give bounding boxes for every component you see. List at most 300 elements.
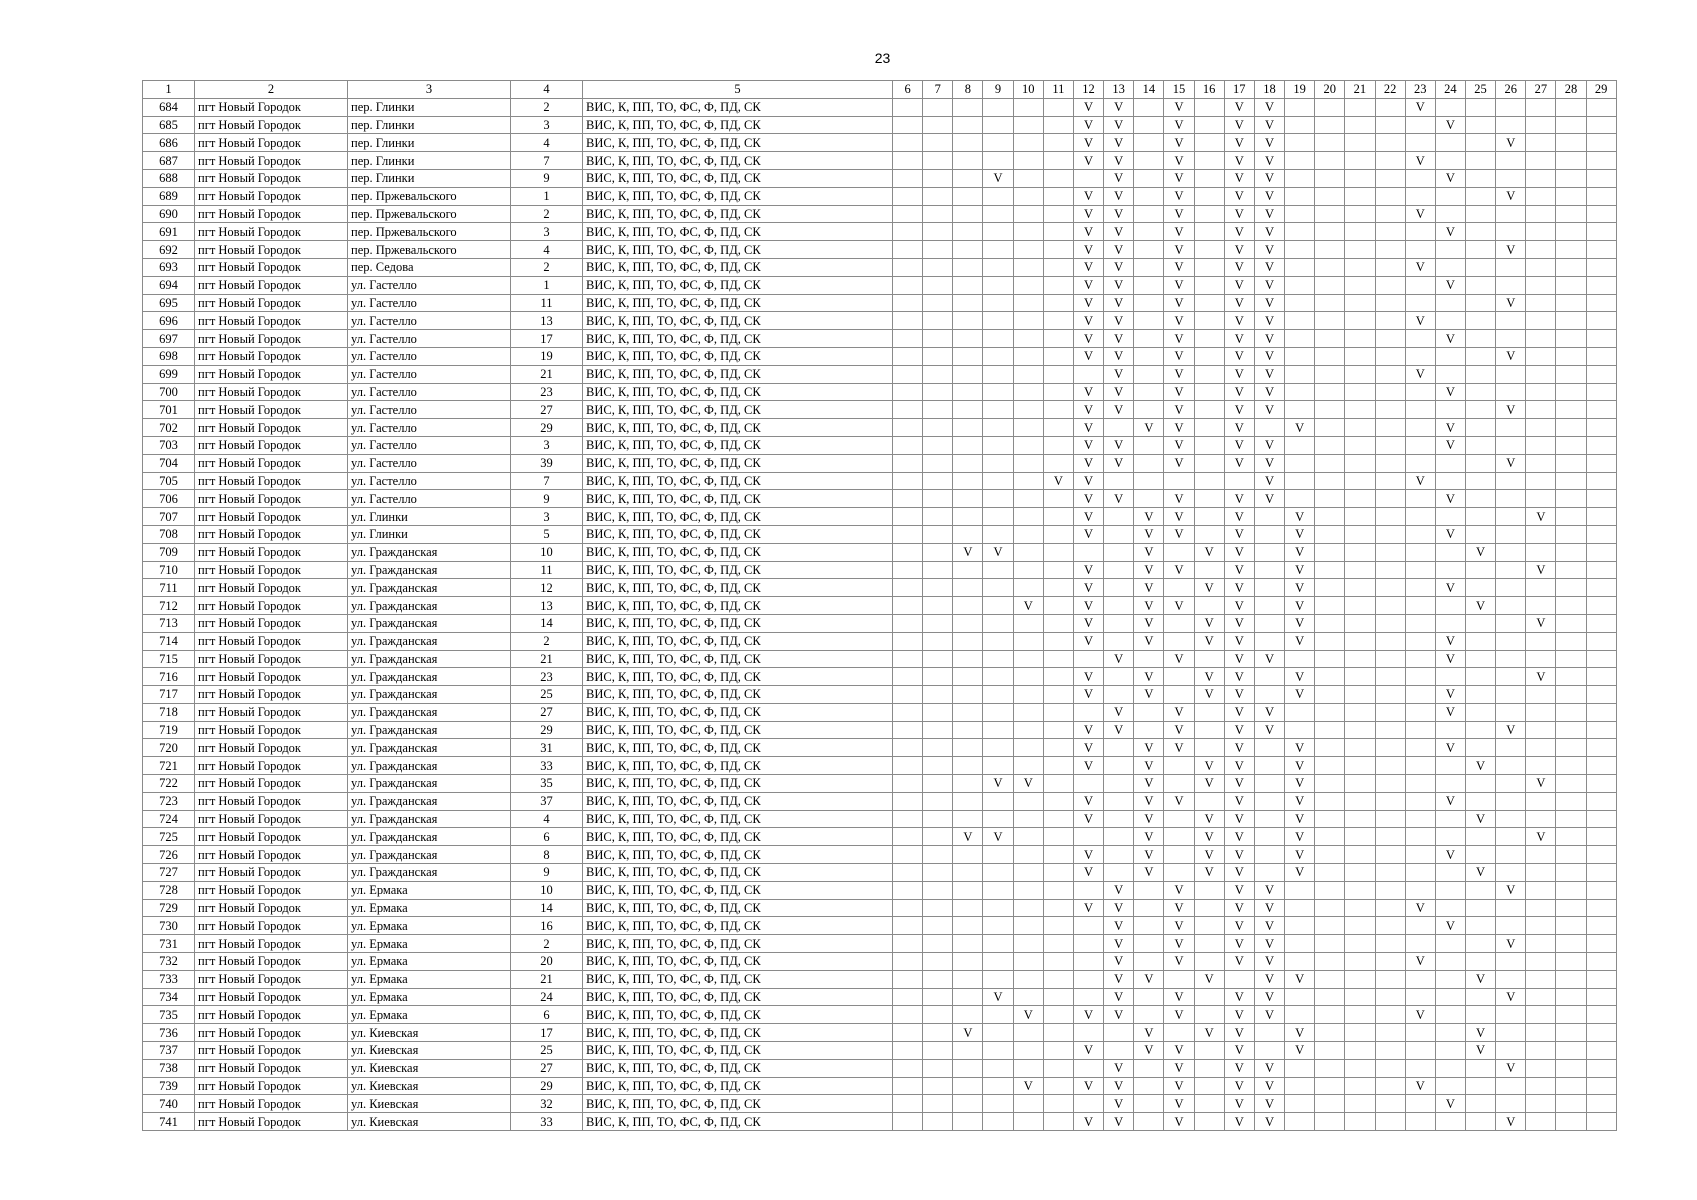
empty-cell bbox=[1194, 454, 1224, 472]
empty-cell bbox=[983, 134, 1013, 152]
empty-cell bbox=[1465, 828, 1495, 846]
empty-cell bbox=[1526, 169, 1556, 187]
empty-cell bbox=[1526, 365, 1556, 383]
settlement-cell: пгт Новый Городок bbox=[195, 490, 348, 508]
empty-cell bbox=[1496, 597, 1526, 615]
table-row bbox=[143, 721, 1617, 739]
empty-cell bbox=[1134, 187, 1164, 205]
empty-cell bbox=[1013, 668, 1043, 686]
empty-cell bbox=[1405, 383, 1435, 401]
empty-cell bbox=[1104, 1042, 1134, 1060]
empty-cell bbox=[923, 490, 953, 508]
empty-cell bbox=[1405, 579, 1435, 597]
row-number: 711 bbox=[143, 579, 195, 597]
mark-cell: V bbox=[1164, 703, 1194, 721]
mark-cell: V bbox=[1285, 864, 1315, 882]
empty-cell bbox=[1285, 1113, 1315, 1131]
mark-cell: V bbox=[1224, 1077, 1254, 1095]
mark-cell: V bbox=[1194, 579, 1224, 597]
empty-cell bbox=[1315, 686, 1345, 704]
mark-cell: V bbox=[1104, 454, 1134, 472]
empty-cell bbox=[1526, 757, 1556, 775]
empty-cell bbox=[1315, 98, 1345, 116]
mark-cell: V bbox=[1104, 899, 1134, 917]
empty-cell bbox=[1496, 686, 1526, 704]
mark-cell: V bbox=[1254, 1059, 1284, 1077]
empty-cell bbox=[953, 970, 983, 988]
street-cell: ул. Гастелло bbox=[348, 365, 511, 383]
mark-cell: V bbox=[1254, 401, 1284, 419]
empty-cell bbox=[1043, 543, 1073, 561]
street-cell: ул. Киевская bbox=[348, 1077, 511, 1095]
empty-cell bbox=[1586, 668, 1616, 686]
row-number: 685 bbox=[143, 116, 195, 134]
mark-cell: V bbox=[1224, 169, 1254, 187]
types-cell: ВИС, К, ПП, ТО, ФС, Ф, ПД, СК bbox=[583, 561, 893, 579]
street-cell: ул. Гражданская bbox=[348, 810, 511, 828]
table-row bbox=[143, 347, 1617, 365]
row-number: 730 bbox=[143, 917, 195, 935]
column-header-17: 17 bbox=[1224, 81, 1254, 99]
empty-cell bbox=[1465, 703, 1495, 721]
empty-cell bbox=[893, 650, 923, 668]
empty-cell bbox=[1435, 721, 1465, 739]
empty-cell bbox=[1285, 650, 1315, 668]
mark-cell: V bbox=[1435, 1095, 1465, 1113]
house-cell: 5 bbox=[511, 525, 583, 543]
empty-cell bbox=[1526, 525, 1556, 543]
empty-cell bbox=[1465, 1059, 1495, 1077]
street-cell: пер. Седова bbox=[348, 258, 511, 276]
empty-cell bbox=[983, 1059, 1013, 1077]
settlement-cell: пгт Новый Городок bbox=[195, 419, 348, 437]
empty-cell bbox=[1315, 810, 1345, 828]
mark-cell: V bbox=[1285, 757, 1315, 775]
row-number: 726 bbox=[143, 846, 195, 864]
mark-cell: V bbox=[1073, 1077, 1103, 1095]
empty-cell bbox=[893, 757, 923, 775]
empty-cell bbox=[1375, 828, 1405, 846]
empty-cell bbox=[923, 1077, 953, 1095]
empty-cell bbox=[953, 205, 983, 223]
empty-cell bbox=[1405, 419, 1435, 437]
mark-cell: V bbox=[1104, 917, 1134, 935]
empty-cell bbox=[1556, 899, 1586, 917]
house-cell: 25 bbox=[511, 1042, 583, 1060]
mark-cell: V bbox=[1164, 988, 1194, 1006]
mark-cell: V bbox=[1164, 1006, 1194, 1024]
mark-cell: V bbox=[1073, 187, 1103, 205]
empty-cell bbox=[1254, 828, 1284, 846]
row-number: 722 bbox=[143, 775, 195, 793]
empty-cell bbox=[923, 116, 953, 134]
empty-cell bbox=[1315, 169, 1345, 187]
mark-cell: V bbox=[1164, 187, 1194, 205]
empty-cell bbox=[1526, 935, 1556, 953]
mark-cell: V bbox=[1073, 134, 1103, 152]
empty-cell bbox=[1375, 864, 1405, 882]
empty-cell bbox=[1556, 258, 1586, 276]
empty-cell bbox=[1496, 365, 1526, 383]
empty-cell bbox=[1315, 347, 1345, 365]
empty-cell bbox=[1375, 988, 1405, 1006]
empty-cell bbox=[1496, 525, 1526, 543]
empty-cell bbox=[1405, 223, 1435, 241]
empty-cell bbox=[1586, 597, 1616, 615]
empty-cell bbox=[1556, 561, 1586, 579]
empty-cell bbox=[1254, 757, 1284, 775]
mark-cell: V bbox=[1405, 1077, 1435, 1095]
table-row bbox=[143, 187, 1617, 205]
empty-cell bbox=[1013, 490, 1043, 508]
empty-cell bbox=[1375, 98, 1405, 116]
table-row bbox=[143, 1059, 1617, 1077]
mark-cell: V bbox=[1134, 686, 1164, 704]
empty-cell bbox=[893, 1059, 923, 1077]
table-row bbox=[143, 1042, 1617, 1060]
mark-cell: V bbox=[1285, 543, 1315, 561]
house-cell: 27 bbox=[511, 401, 583, 419]
empty-cell bbox=[1104, 508, 1134, 526]
empty-cell bbox=[1435, 757, 1465, 775]
empty-cell bbox=[1043, 970, 1073, 988]
empty-cell bbox=[893, 988, 923, 1006]
settlement-cell: пгт Новый Городок bbox=[195, 543, 348, 561]
empty-cell bbox=[893, 276, 923, 294]
empty-cell bbox=[983, 223, 1013, 241]
mark-cell: V bbox=[1194, 846, 1224, 864]
empty-cell bbox=[1134, 98, 1164, 116]
empty-cell bbox=[1194, 1095, 1224, 1113]
empty-cell bbox=[1586, 436, 1616, 454]
empty-cell bbox=[1375, 241, 1405, 259]
empty-cell bbox=[1254, 632, 1284, 650]
settlement-cell: пгт Новый Городок bbox=[195, 436, 348, 454]
empty-cell bbox=[983, 757, 1013, 775]
empty-cell bbox=[893, 436, 923, 454]
mark-cell: V bbox=[1496, 1113, 1526, 1131]
mark-cell: V bbox=[1285, 561, 1315, 579]
row-number: 696 bbox=[143, 312, 195, 330]
empty-cell bbox=[953, 899, 983, 917]
settlement-cell: пгт Новый Городок bbox=[195, 241, 348, 259]
empty-cell bbox=[1013, 134, 1043, 152]
house-cell: 14 bbox=[511, 899, 583, 917]
empty-cell bbox=[923, 775, 953, 793]
empty-cell bbox=[1405, 828, 1435, 846]
empty-cell bbox=[953, 169, 983, 187]
row-number: 729 bbox=[143, 899, 195, 917]
empty-cell bbox=[1526, 739, 1556, 757]
mark-cell: V bbox=[1073, 792, 1103, 810]
mark-cell: V bbox=[1496, 401, 1526, 419]
settlement-cell: пгт Новый Городок bbox=[195, 116, 348, 134]
empty-cell bbox=[1345, 454, 1375, 472]
empty-cell bbox=[923, 668, 953, 686]
empty-cell bbox=[1465, 775, 1495, 793]
types-cell: ВИС, К, ПП, ТО, ФС, Ф, ПД, СК bbox=[583, 1059, 893, 1077]
table-row bbox=[143, 686, 1617, 704]
mark-cell: V bbox=[1254, 134, 1284, 152]
house-cell: 9 bbox=[511, 169, 583, 187]
street-cell: ул. Гражданская bbox=[348, 846, 511, 864]
mark-cell: V bbox=[1224, 205, 1254, 223]
empty-cell bbox=[1013, 169, 1043, 187]
empty-cell bbox=[1194, 525, 1224, 543]
column-header-23: 23 bbox=[1405, 81, 1435, 99]
empty-cell bbox=[1315, 401, 1345, 419]
empty-cell bbox=[1345, 472, 1375, 490]
empty-cell bbox=[1556, 650, 1586, 668]
empty-cell bbox=[983, 953, 1013, 971]
street-cell: пер. Пржевальского bbox=[348, 241, 511, 259]
empty-cell bbox=[1164, 1024, 1194, 1042]
empty-cell bbox=[1043, 668, 1073, 686]
empty-cell bbox=[953, 1095, 983, 1113]
mark-cell: V bbox=[1285, 970, 1315, 988]
empty-cell bbox=[1496, 98, 1526, 116]
empty-cell bbox=[923, 881, 953, 899]
mark-cell: V bbox=[1164, 330, 1194, 348]
empty-cell bbox=[1435, 828, 1465, 846]
empty-cell bbox=[1465, 614, 1495, 632]
column-header-5: 5 bbox=[583, 81, 893, 99]
mark-cell: V bbox=[1194, 686, 1224, 704]
mark-cell: V bbox=[1435, 739, 1465, 757]
empty-cell bbox=[1134, 454, 1164, 472]
mark-cell: V bbox=[1134, 757, 1164, 775]
empty-cell bbox=[1375, 347, 1405, 365]
empty-cell bbox=[1556, 953, 1586, 971]
empty-cell bbox=[1043, 525, 1073, 543]
row-number: 725 bbox=[143, 828, 195, 846]
empty-cell bbox=[1194, 721, 1224, 739]
house-cell: 8 bbox=[511, 846, 583, 864]
empty-cell bbox=[1435, 508, 1465, 526]
column-header-20: 20 bbox=[1315, 81, 1345, 99]
mark-cell: V bbox=[1224, 721, 1254, 739]
house-cell: 25 bbox=[511, 686, 583, 704]
empty-cell bbox=[923, 597, 953, 615]
empty-cell bbox=[1375, 597, 1405, 615]
empty-cell bbox=[1013, 508, 1043, 526]
mark-cell: V bbox=[1164, 953, 1194, 971]
table-row bbox=[143, 330, 1617, 348]
row-number: 691 bbox=[143, 223, 195, 241]
empty-cell bbox=[1043, 828, 1073, 846]
mark-cell: V bbox=[1073, 614, 1103, 632]
empty-cell bbox=[1345, 935, 1375, 953]
empty-cell bbox=[1315, 828, 1345, 846]
empty-cell bbox=[893, 970, 923, 988]
empty-cell bbox=[1526, 1095, 1556, 1113]
mark-cell: V bbox=[1435, 383, 1465, 401]
empty-cell bbox=[1375, 703, 1405, 721]
street-cell: ул. Гражданская bbox=[348, 757, 511, 775]
mark-cell: V bbox=[1073, 686, 1103, 704]
empty-cell bbox=[1435, 614, 1465, 632]
table-row bbox=[143, 935, 1617, 953]
mark-cell: V bbox=[1285, 419, 1315, 437]
empty-cell bbox=[1526, 543, 1556, 561]
empty-cell bbox=[1073, 828, 1103, 846]
mark-cell: V bbox=[1134, 419, 1164, 437]
empty-cell bbox=[983, 668, 1013, 686]
empty-cell bbox=[1315, 525, 1345, 543]
empty-cell bbox=[893, 953, 923, 971]
empty-cell bbox=[1345, 330, 1375, 348]
mark-cell: V bbox=[1285, 597, 1315, 615]
mark-cell: V bbox=[1073, 454, 1103, 472]
empty-cell bbox=[923, 614, 953, 632]
types-cell: ВИС, К, ПП, ТО, ФС, Ф, ПД, СК bbox=[583, 312, 893, 330]
empty-cell bbox=[1526, 454, 1556, 472]
empty-cell bbox=[1496, 383, 1526, 401]
empty-cell bbox=[1315, 953, 1345, 971]
empty-cell bbox=[953, 864, 983, 882]
empty-cell bbox=[1285, 436, 1315, 454]
empty-cell bbox=[1043, 419, 1073, 437]
empty-cell bbox=[1104, 614, 1134, 632]
empty-cell bbox=[1134, 205, 1164, 223]
mark-cell: V bbox=[1073, 312, 1103, 330]
mark-cell: V bbox=[1073, 490, 1103, 508]
mark-cell: V bbox=[953, 543, 983, 561]
mark-cell: V bbox=[1073, 668, 1103, 686]
mark-cell: V bbox=[1526, 668, 1556, 686]
empty-cell bbox=[983, 241, 1013, 259]
column-header-11: 11 bbox=[1043, 81, 1073, 99]
mark-cell: V bbox=[1224, 347, 1254, 365]
street-cell: ул. Киевская bbox=[348, 1042, 511, 1060]
street-cell: ул. Гражданская bbox=[348, 775, 511, 793]
empty-cell bbox=[1375, 739, 1405, 757]
mark-cell: V bbox=[1254, 1095, 1284, 1113]
house-cell: 11 bbox=[511, 294, 583, 312]
mark-cell: V bbox=[1254, 917, 1284, 935]
empty-cell bbox=[1586, 970, 1616, 988]
mark-cell: V bbox=[1164, 134, 1194, 152]
empty-cell bbox=[1586, 650, 1616, 668]
empty-cell bbox=[1465, 686, 1495, 704]
empty-cell bbox=[1164, 543, 1194, 561]
street-cell: ул. Киевская bbox=[348, 1113, 511, 1131]
empty-cell bbox=[1254, 597, 1284, 615]
street-cell: ул. Гастелло bbox=[348, 294, 511, 312]
empty-cell bbox=[1465, 917, 1495, 935]
empty-cell bbox=[953, 1077, 983, 1095]
mark-cell: V bbox=[1104, 223, 1134, 241]
mark-cell: V bbox=[1224, 116, 1254, 134]
empty-cell bbox=[1194, 401, 1224, 419]
row-number: 687 bbox=[143, 152, 195, 170]
mark-cell: V bbox=[1164, 116, 1194, 134]
empty-cell bbox=[1435, 401, 1465, 419]
empty-cell bbox=[1134, 472, 1164, 490]
row-number: 706 bbox=[143, 490, 195, 508]
mark-cell: V bbox=[1254, 935, 1284, 953]
empty-cell bbox=[1345, 312, 1375, 330]
street-cell: ул. Гражданская bbox=[348, 614, 511, 632]
empty-cell bbox=[1073, 935, 1103, 953]
mark-cell: V bbox=[953, 828, 983, 846]
empty-cell bbox=[1586, 98, 1616, 116]
empty-cell bbox=[1104, 597, 1134, 615]
empty-cell bbox=[893, 668, 923, 686]
empty-cell bbox=[1345, 775, 1375, 793]
house-cell: 10 bbox=[511, 881, 583, 899]
empty-cell bbox=[1345, 721, 1375, 739]
row-number: 695 bbox=[143, 294, 195, 312]
empty-cell bbox=[1073, 650, 1103, 668]
mark-cell: V bbox=[1254, 276, 1284, 294]
empty-cell bbox=[1375, 454, 1405, 472]
mark-cell: V bbox=[1164, 205, 1194, 223]
house-cell: 4 bbox=[511, 810, 583, 828]
empty-cell bbox=[1526, 490, 1556, 508]
mark-cell: V bbox=[1405, 312, 1435, 330]
empty-cell bbox=[1104, 810, 1134, 828]
table-row bbox=[143, 846, 1617, 864]
mark-cell: V bbox=[953, 1024, 983, 1042]
mark-cell: V bbox=[1526, 775, 1556, 793]
street-cell: ул. Киевская bbox=[348, 1059, 511, 1077]
mark-cell: V bbox=[1254, 970, 1284, 988]
empty-cell bbox=[1043, 134, 1073, 152]
street-cell: ул. Ермака bbox=[348, 935, 511, 953]
empty-cell bbox=[1465, 98, 1495, 116]
mark-cell: V bbox=[1104, 187, 1134, 205]
mark-cell: V bbox=[1496, 294, 1526, 312]
street-cell: ул. Гражданская bbox=[348, 792, 511, 810]
empty-cell bbox=[1345, 98, 1375, 116]
house-cell: 24 bbox=[511, 988, 583, 1006]
empty-cell bbox=[1043, 490, 1073, 508]
empty-cell bbox=[893, 525, 923, 543]
empty-cell bbox=[1556, 330, 1586, 348]
empty-cell bbox=[1345, 1006, 1375, 1024]
empty-cell bbox=[1315, 1113, 1345, 1131]
empty-cell bbox=[1194, 241, 1224, 259]
empty-cell bbox=[1496, 899, 1526, 917]
mark-cell: V bbox=[1073, 1042, 1103, 1060]
mark-cell: V bbox=[1254, 187, 1284, 205]
empty-cell bbox=[923, 152, 953, 170]
empty-cell bbox=[1104, 739, 1134, 757]
settlement-cell: пгт Новый Городок bbox=[195, 525, 348, 543]
street-cell: ул. Гражданская bbox=[348, 579, 511, 597]
empty-cell bbox=[893, 419, 923, 437]
empty-cell bbox=[1013, 276, 1043, 294]
empty-cell bbox=[1345, 703, 1375, 721]
empty-cell bbox=[1043, 721, 1073, 739]
types-cell: ВИС, К, ПП, ТО, ФС, Ф, ПД, СК bbox=[583, 721, 893, 739]
empty-cell bbox=[1285, 330, 1315, 348]
empty-cell bbox=[1556, 205, 1586, 223]
empty-cell bbox=[1586, 543, 1616, 561]
mark-cell: V bbox=[1254, 490, 1284, 508]
house-cell: 12 bbox=[511, 579, 583, 597]
mark-cell: V bbox=[1073, 721, 1103, 739]
settlement-cell: пгт Новый Городок bbox=[195, 347, 348, 365]
empty-cell bbox=[1405, 347, 1435, 365]
empty-cell bbox=[1465, 472, 1495, 490]
empty-cell bbox=[1496, 223, 1526, 241]
empty-cell bbox=[1375, 721, 1405, 739]
empty-cell bbox=[1194, 169, 1224, 187]
types-cell: ВИС, К, ПП, ТО, ФС, Ф, ПД, СК bbox=[583, 1024, 893, 1042]
mark-cell: V bbox=[1194, 543, 1224, 561]
